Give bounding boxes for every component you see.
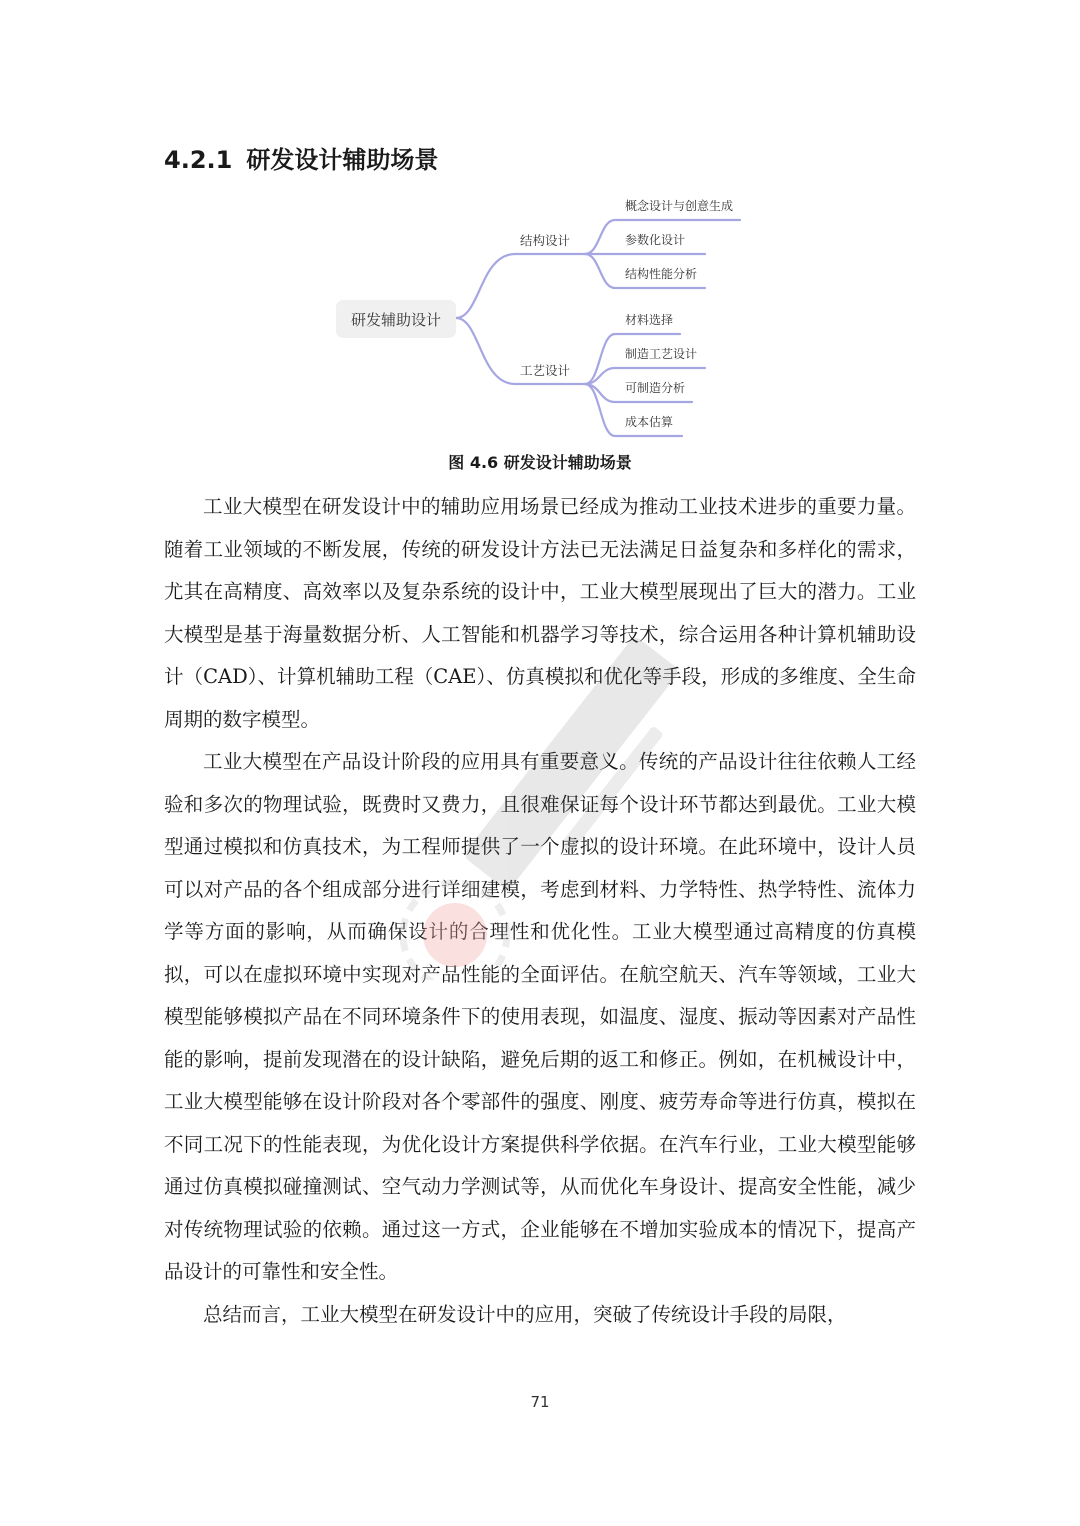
body-text <box>164 486 916 1336</box>
branch-structure-label: 结构设计 <box>520 233 571 248</box>
leaf-cost-estimation: 成本估算 <box>625 415 674 429</box>
paragraph: 工业大模型在产品设计阶段的应用具有重要意义。传统的产品设计往往依赖人工经验和多次的物理试验，既费时又费力，且很难保证每个设计环节都达到最优。工业大模型通过模拟和仿真技术，为工程师提供了一个虚拟的设计环境。在此环境中，设计人员可以对产品的各个组成部分进行详细建模，考虑到材料、力学特性、热学特性、流体力学等方面的影响，从而确保设计的合理性和优化性。工业大模型通过高精度的仿真模拟，可以在虚拟环境中实现对产品性能的全面评估。在航空航天、汽车等领域，工业大模型能够模拟产品在不同环境条件下的使用表现，如温度、湿度、振动等因素对产品性能的影响，提前发现潜在的设计缺陷，避免后期的返工和修正。例如，在机械设计中，工业大模型能够在设计阶段对各个零部件的强度、刚度、疲劳寿命等进行仿真，模拟在不同工况下的性能表现，为优化设计方案提供科学依据。在汽车行业，工业大模型能够通过仿真模拟碰撞测试、空气动力学测试等，从而优化车身设计、提高安全性能，减少对传统物理试验的依赖。通过这一方式，企业能够在不增加实验成本的情况下，提高产品设计的可靠性和安全性。 <box>164 750 916 1283</box>
section-heading <box>164 140 438 180</box>
leaf-structural-analysis: 结构性能分析 <box>625 267 698 281</box>
leaf-manufacturing-process: 制造工艺设计 <box>625 347 698 361</box>
branch-process-label: 工艺设计 <box>520 363 571 378</box>
page-number: 71 <box>530 1393 550 1411</box>
leaf-concept-design: 概念设计与创意生成 <box>625 199 734 213</box>
mind-map-figure <box>330 186 760 440</box>
section-number: 4.2.1 <box>164 146 233 174</box>
paragraph: 总结而言，工业大模型在研发设计中的应用，突破了传统设计手段的局限， <box>203 1302 847 1326</box>
section-title: 研发设计辅助场景 <box>246 146 439 174</box>
mind-map-links <box>456 220 740 436</box>
paragraph: 工业大模型在研发设计中的辅助应用场景已经成为推动工业技术进步的重要力量。随着工业领域的不断发展，传统的研发设计方法已无法满足日益复杂和多样化的需求，尤其在高精度、高效率以及复杂系统的设计中，工业大模型展现出了巨大的潜力。工业大模型是基于海量数据分析、人工智能和机器学习等技术，综合运用各种计算机辅助设计（CAD）、计算机辅助工程（CAE）、仿真模拟和优化等手段，形成的多维度、全生命周期的数字模型。 <box>164 495 916 731</box>
figure-caption: 图 4.6 研发设计辅助场景 <box>448 453 632 472</box>
link-root-structure <box>456 254 585 318</box>
leaf-material-selection: 材料选择 <box>625 313 674 327</box>
leaf-parametric-design: 参数化设计 <box>625 233 686 247</box>
leaf-manufacturability: 可制造分析 <box>625 381 686 395</box>
root-node-label: 研发辅助设计 <box>350 311 442 329</box>
